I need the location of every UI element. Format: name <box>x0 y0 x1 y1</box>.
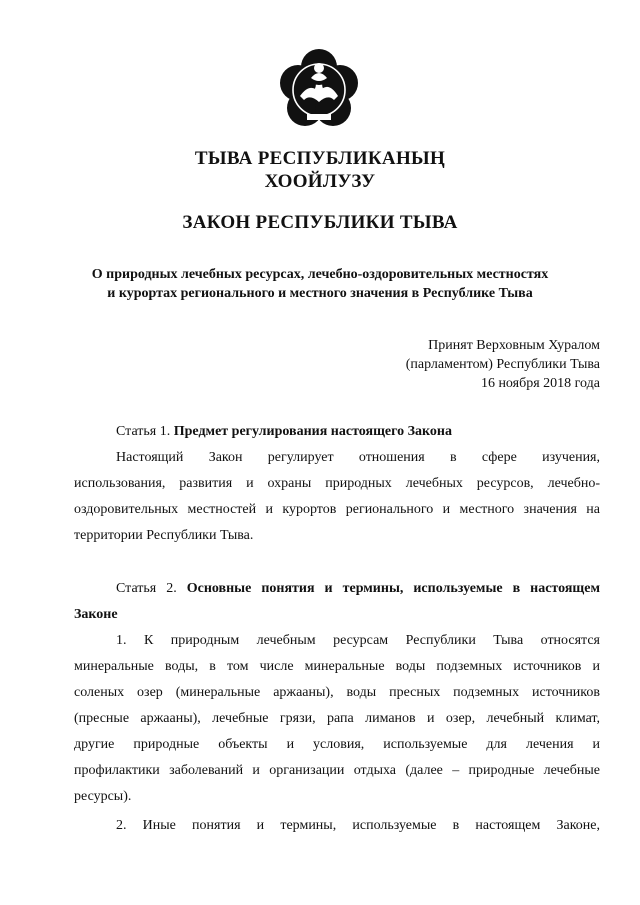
coat-of-arms-emblem-icon <box>276 48 362 130</box>
article2-line: другие природные объекты и условия, используемые для лечения и <box>74 737 600 752</box>
adoption-note <box>406 336 600 393</box>
title-tyvan-line1: ТЫВА РЕСПУБЛИКАНЫҢ <box>194 148 446 169</box>
article2-heading-line2: Законе <box>74 607 118 622</box>
article2-heading <box>116 581 600 597</box>
article2-title: Основные понятия и термины, используемые в настоящем <box>186 581 600 596</box>
law-subtitle <box>0 265 640 303</box>
article2-line: минеральные воды, в том числе минеральные воды подземных источников и <box>74 659 600 674</box>
article1-line: Настоящий Закон регулирует отношения в сфере изучения, <box>116 450 600 465</box>
article2-line: (пресные аржааны), лечебные грязи, рапа лиманов и озер, лечебный климат, <box>74 711 600 726</box>
article1-line: территории Республики Тыва. <box>74 528 254 543</box>
adoption-line3: 16 ноября 2018 года <box>480 376 600 391</box>
article1-heading <box>116 424 600 440</box>
adoption-line1: Принят Верховным Хуралом <box>428 338 600 353</box>
article2-prefix: Статья 2. <box>116 581 187 596</box>
title-russian: ЗАКОН РЕСПУБЛИКИ ТЫВА <box>182 212 458 233</box>
subtitle-line2: и курортах регионального и местного значения в Республике Тыва <box>107 286 533 301</box>
article2-line: 2. Иные понятия и термины, используемые в настоящем Законе, <box>116 818 600 833</box>
article1-prefix: Статья 1. <box>116 424 174 439</box>
adoption-line2: (парламентом) Республики Тыва <box>405 357 600 372</box>
title-tyvan-line2: ХООЙЛУЗУ <box>264 171 376 192</box>
article2-line: соленых озер (минеральные аржааны), воды пресных подземных источников <box>74 685 600 700</box>
article1-title: Предмет регулирования настоящего Закона <box>173 424 452 439</box>
subtitle-line1: О природных лечебных ресурсах, лечебно-оздоровительных местностях <box>91 267 549 282</box>
article1-line: использования, развития и охраны природных лечебных ресурсов, лечебно- <box>74 476 600 491</box>
article2-line: ресурсы). <box>74 789 132 804</box>
article2-line: профилактики заболеваний и организации отдыха (далее – природные лечебные <box>74 763 600 778</box>
article2-line: 1. К природным лечебным ресурсам Республики Тыва относятся <box>116 633 600 648</box>
article1-line: оздоровительных местностей и курортов регионального и местного значения на <box>74 502 600 517</box>
